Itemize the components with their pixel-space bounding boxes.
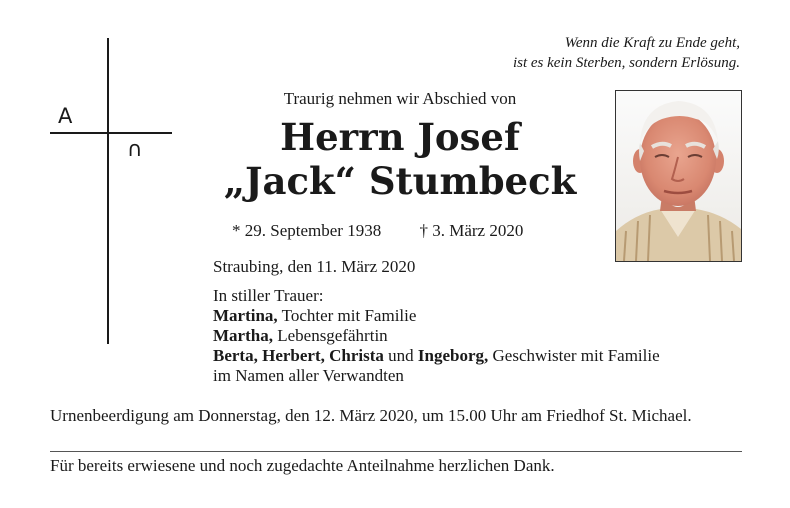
- mourner-conjunction: und: [383, 346, 418, 365]
- mourner-relation: Tochter mit Familie: [277, 306, 417, 325]
- deceased-name: [200, 115, 600, 203]
- portrait-photo-icon: [615, 90, 742, 262]
- mourner-name: Berta, Herbert, Christa: [213, 346, 384, 365]
- deceased-name-line: Herrn Josef: [280, 115, 520, 159]
- mourner-name: Martha,: [213, 326, 273, 345]
- place-and-date: Straubing, den 11. März 2020: [213, 257, 416, 276]
- mourners-block: [213, 286, 753, 386]
- motto-quote: [380, 33, 740, 73]
- mourner-row: [213, 306, 753, 326]
- thanks-text: Für bereits erwiesene und noch zugedachte Anteilnahme herzlichen Dank.: [50, 456, 555, 475]
- alpha-symbol: A: [58, 104, 73, 128]
- mourner-row: [213, 326, 753, 346]
- funeral-info: Urnenbeerdigung am Donnerstag, den 12. März 2020, um 15.00 Uhr am Friedhof St. Michael.: [50, 406, 692, 425]
- mourner-relation: Geschwister mit Familie: [488, 346, 660, 365]
- motto-line: Wenn die Kraft zu Ende geht,: [564, 35, 740, 51]
- mourner-name: Ingeborg,: [417, 346, 489, 365]
- divider-line: [50, 451, 742, 452]
- life-dates: [232, 220, 523, 242]
- omega-symbol: ∩: [127, 137, 143, 161]
- intro-text: Traurig nehmen wir Abschied von: [283, 89, 517, 108]
- motto-line: ist es kein Sterben, sondern Erlösung.: [512, 55, 740, 71]
- deceased-name-line: „Jack“ Stumbeck: [223, 159, 577, 203]
- cross-horizontal-beam: [50, 132, 172, 134]
- cross-vertical-beam: [107, 38, 109, 344]
- mourner-relation: Lebensgefährtin: [272, 326, 388, 345]
- mourner-name: Martina,: [213, 306, 278, 325]
- mourners-heading: In stiller Trauer:: [213, 286, 324, 305]
- death-date: † 3. März 2020: [419, 221, 524, 240]
- mourner-row: [213, 346, 753, 366]
- birth-date: * 29. September 1938: [232, 221, 382, 240]
- mourners-closing: im Namen aller Verwandten: [213, 366, 404, 385]
